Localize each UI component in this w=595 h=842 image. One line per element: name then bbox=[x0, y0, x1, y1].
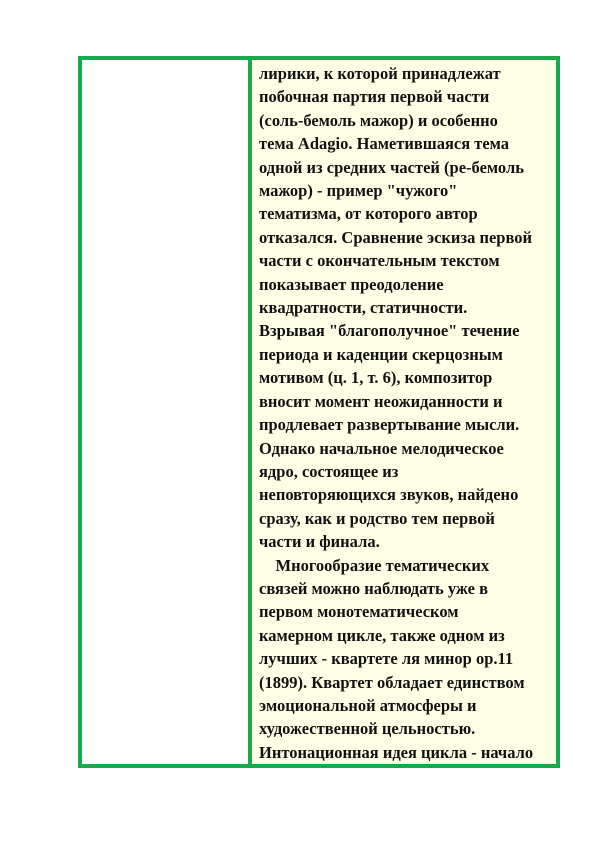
text-line: продлевает развертывание мысли. bbox=[259, 415, 520, 435]
text-line: (1899). Квартет обладает единством bbox=[259, 672, 525, 692]
text-line: части с окончательным текстом bbox=[259, 251, 500, 271]
paragraph-2 bbox=[259, 554, 550, 764]
text-line: одной из средних частей (ре-бемоль bbox=[259, 157, 524, 177]
text-line: лирики, к которой принадлежат bbox=[259, 64, 501, 83]
text-line: части и финала. bbox=[259, 532, 380, 552]
text-line: (соль-бемоль мажор) и особенно bbox=[259, 110, 498, 130]
text-line: вносит момент неожиданности и bbox=[259, 391, 503, 411]
text-line: Однако начальное мелодическое bbox=[259, 438, 504, 458]
text-line: показывает преодоление bbox=[259, 274, 444, 294]
text-line: сразу, как и родство тем первой bbox=[259, 508, 495, 528]
text-line: отказался. Сравнение эскиза первой bbox=[259, 227, 533, 247]
text-line: тематизма, от которого автор bbox=[259, 204, 478, 224]
text-line: лучших - квартете ля минор ор.11 bbox=[259, 649, 514, 669]
text-line: квадратности, статичности. bbox=[259, 298, 468, 318]
text-line: камерном цикле, также одном из bbox=[259, 625, 505, 645]
text-line: мажор) - пример "чужого" bbox=[259, 181, 458, 201]
text-line: Взрывая "благополучное" течение bbox=[259, 321, 520, 341]
text-line: эмоциональной атмосферы и bbox=[259, 695, 477, 715]
text-line: неповторяющихся звуков, найдено bbox=[259, 485, 519, 505]
text-line: тема Adagio. Наметившаяся тема bbox=[259, 134, 510, 154]
paragraph-1 bbox=[259, 62, 550, 554]
text-line: первом монотематическом bbox=[259, 602, 459, 622]
text-cell bbox=[252, 60, 556, 764]
text-line: Интонационная идея цикла - начало bbox=[259, 742, 534, 762]
text-line: ядро, состоящее из bbox=[259, 461, 399, 481]
text-line: связей можно наблюдать уже в bbox=[259, 578, 489, 598]
text-line: периода и каденции скерцозным bbox=[259, 344, 503, 364]
text-line: Многообразие тематических bbox=[259, 555, 490, 575]
table-frame bbox=[78, 56, 560, 768]
text-line: побочная партия первой части bbox=[259, 87, 490, 107]
text-line: мотивом (ц. 1, т. 6), композитор bbox=[259, 368, 493, 388]
text-line: художественной цельностью. bbox=[259, 719, 476, 739]
left-empty-cell bbox=[82, 60, 252, 764]
